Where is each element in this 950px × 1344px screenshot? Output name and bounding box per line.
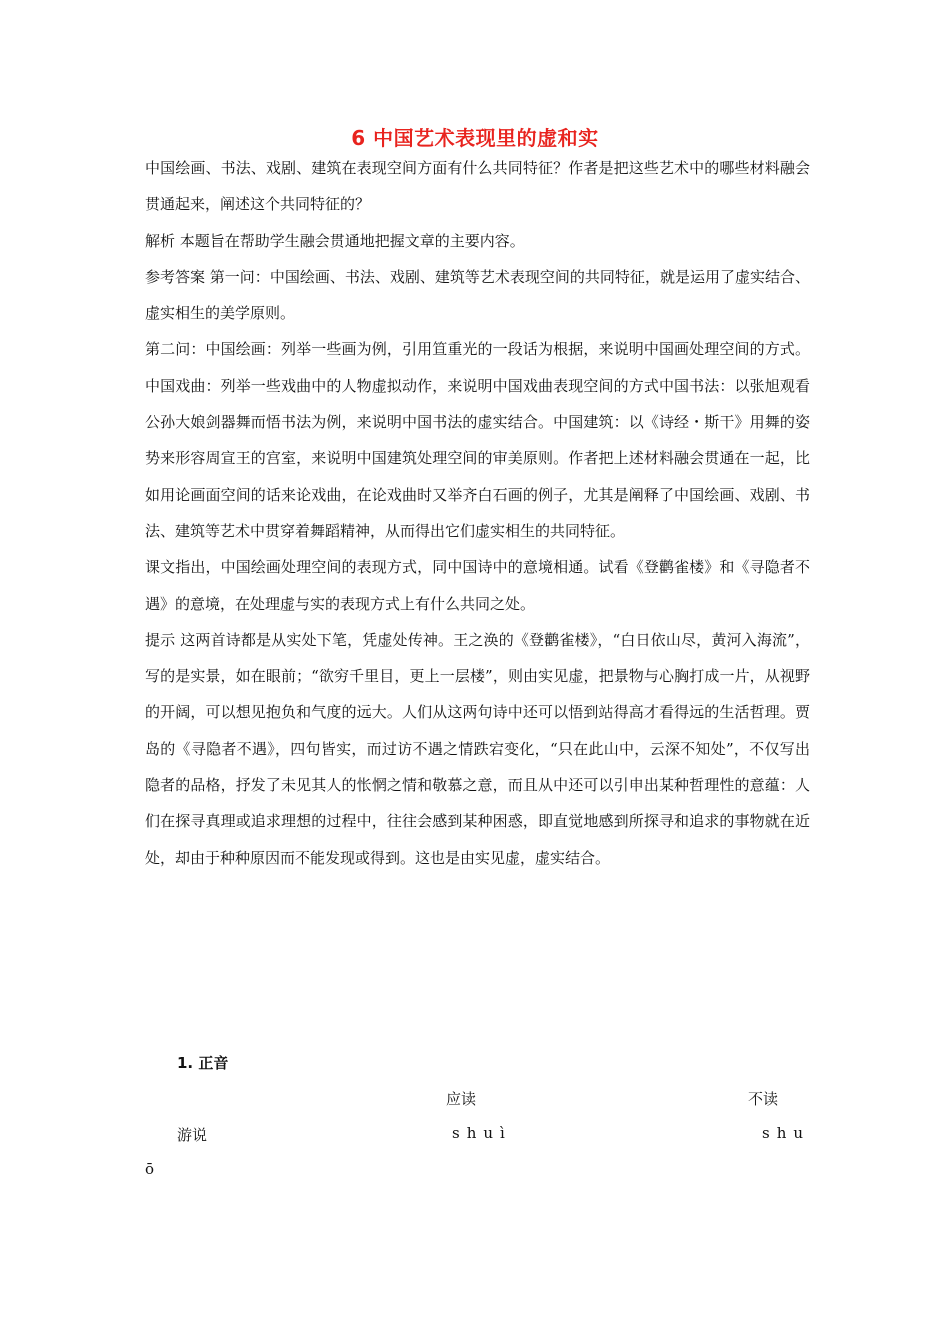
exercise-word: 游说	[177, 1126, 208, 1144]
column-header-yingdu: 应读	[446, 1090, 477, 1108]
exercise-yingdu-pinyin: shuì	[452, 1124, 512, 1142]
exercise-heading: 1. 正音	[177, 1054, 229, 1072]
column-header-budu: 不读	[748, 1090, 779, 1108]
answer-paragraph-2: 第二问：中国绘画：列举一些画为例，引用笪重光的一段话为根据，来说明中国画处理空间的方式。中国戏曲：列举一些戏曲中的人物虚拟动作，来说明中国戏曲表现空间的方式中国书法：以张旭观看公孙大娘剑器舞而悟书法为例，来说明中国书法的虚实结合。中国建筑：以《诗经・斯干》用舞的姿势来形容周宣王的宫室，来说明中国建筑处理空间的审美原则。作者把上述材料融会贯通在一起，比如用论画面空间的话来论戏曲，在论戏曲时又举齐白石画的例子，尤其是阐释了中国绘画、戏剧、书法、建筑等艺术中贯穿着舞蹈精神，从而得出它们虚实相生的共同特征。	[145, 340, 810, 540]
question-paragraph: 中国绘画、书法、戏剧、建筑在表现空间方面有什么共同特征？作者是把这些艺术中的哪些材料融会贯通起来，阐述这个共同特征的？	[145, 159, 810, 214]
document-body	[145, 150, 810, 876]
document-title: 6 中国艺术表现里的虚和实	[351, 126, 599, 150]
question-paragraph-2: 课文指出，中国绘画处理空间的表现方式，同中国诗中的意境相通。试看《登鹳雀楼》和《寻隐者不遇》的意境，在处理虚与实的表现方式上有什么共同之处。	[145, 558, 810, 613]
answer-paragraph-1: 参考答案 第一问：中国绘画、书法、戏剧、建筑等艺术表现空间的共同特征，就是运用了虚实结合、虚实相生的美学原则。	[145, 267, 810, 323]
hint-paragraph: 提示 这两首诗都是从实处下笔，凭虚处传神。王之涣的《登鹳雀楼》，“白日依山尽，黄河入海流”，写的是实景，如在眼前；“欲穷千里目，更上一层楼”，则由实见虚，把景物与心胸打成一片，从视野的开阔，可以想见抱负和气度的远大。人们从这两句诗中还可以悟到站得高才看得远的生活哲理。贾岛的《寻隐者不遇》，四句皆实，而过访不遇之情跌宕变化，“只在此山中，云深不知处”，不仅写出隐者的品格，抒发了未见其人的怅惘之情和敬慕之意，而且从中还可以引申出某种哲理性的意蕴：人们在探寻真理或追求理想的过程中，往往会感到某种困惑，即直觉地感到所探寻和追求的事物就在近处，却由于种种原因而不能发现或得到。这也是由实见虚，虚实结合。	[145, 630, 810, 867]
exercise-budu-pinyin-wrap: ō	[145, 1160, 155, 1178]
exercise-budu-pinyin: shu	[762, 1124, 811, 1142]
analysis-paragraph: 解析 本题旨在帮助学生融会贯通地把握文章的主要内容。	[145, 231, 525, 250]
